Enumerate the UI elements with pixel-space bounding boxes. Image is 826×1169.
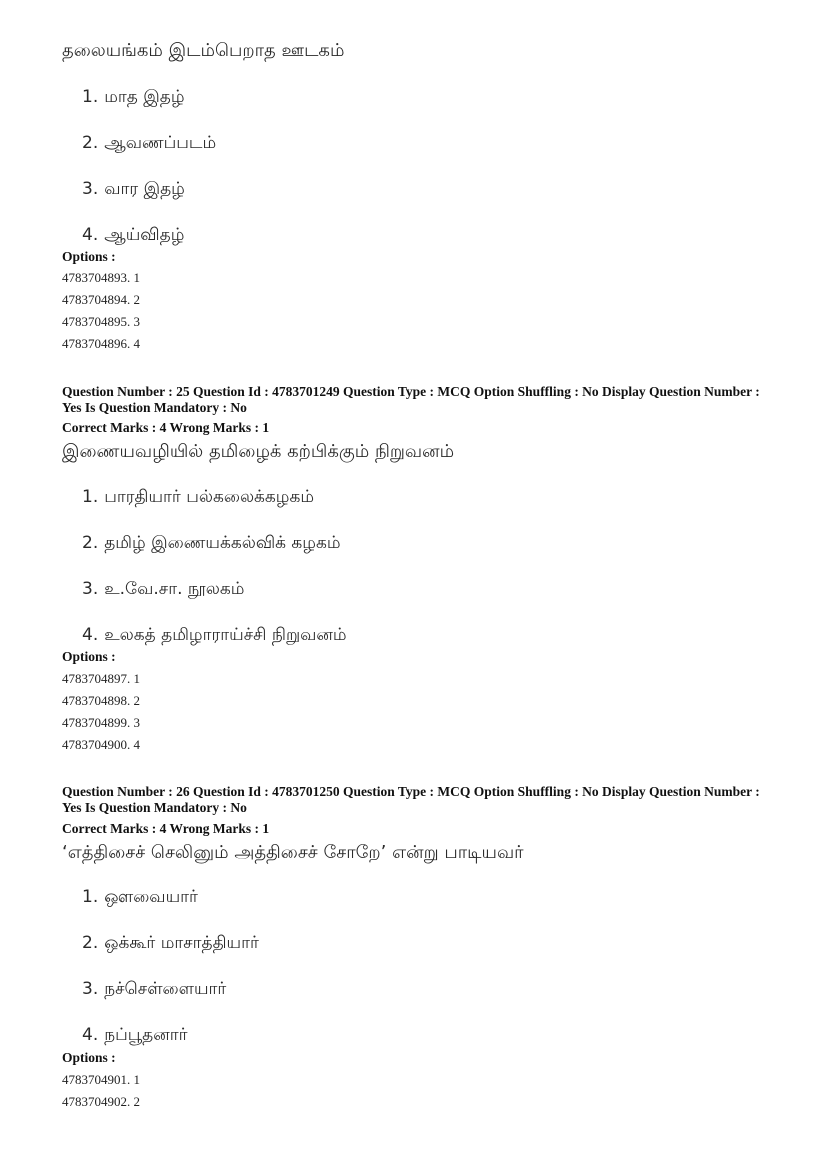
option-id: 4783704899. 3 xyxy=(62,715,140,730)
options-label: Options : xyxy=(62,649,116,664)
option-id: 4783704894. 2 xyxy=(62,292,140,307)
question-25-text: இணையவழியில் தமிழைக் கற்பிக்கும் நிறுவனம் xyxy=(62,441,455,462)
choice-number: 4. xyxy=(82,625,99,645)
option-id: 4783704900. 4 xyxy=(62,737,140,752)
choice-number: 1. xyxy=(82,487,99,507)
choice-text: ஒக்கூர் மாசாத்தியார் xyxy=(104,933,259,953)
option-id: 4783704897. 1 xyxy=(62,671,140,686)
choice-number: 1. xyxy=(82,887,99,907)
question-26-meta: Question Number : 26 Question Id : 4783701250 Question Type : MCQ Option Shuffling : No Display Question Number : Yes Is Question Mandatory : No xyxy=(62,784,760,815)
choice-number: 2. xyxy=(82,133,99,153)
choice-number: 1. xyxy=(82,87,99,107)
choice-text: ஔவையார் xyxy=(104,887,198,907)
question-26-choice-4 xyxy=(82,1025,188,1047)
choice-text: ஆய்விதழ் xyxy=(104,225,185,245)
option-id: 4783704895. 3 xyxy=(62,314,140,329)
question-25-choice-2 xyxy=(82,533,341,555)
options-label: Options : xyxy=(62,1050,116,1065)
question-24-text: தலையங்கம் இடம்பெறாத ஊடகம் xyxy=(62,40,345,61)
choice-text: வார இதழ் xyxy=(104,179,185,199)
choice-number: 4. xyxy=(82,1025,99,1045)
choice-text: தமிழ் இணையக்கல்விக் கழகம் xyxy=(104,533,341,553)
choice-text: நப்பூதனார் xyxy=(104,1025,188,1045)
question-26-marks: Correct Marks : 4 Wrong Marks : 1 xyxy=(62,821,270,836)
option-id: 4783704902. 2 xyxy=(62,1094,140,1109)
choice-number: 4. xyxy=(82,225,99,245)
option-id: 4783704898. 2 xyxy=(62,693,140,708)
question-24-choice-4 xyxy=(82,225,184,247)
question-25-meta: Question Number : 25 Question Id : 4783701249 Question Type : MCQ Option Shuffling : No Display Question Number : Yes Is Question Mandatory : No xyxy=(62,384,760,415)
question-24-choice-1 xyxy=(82,87,185,109)
question-24-choice-2 xyxy=(82,133,216,155)
choice-text: நச்செள்ளையார் xyxy=(104,979,227,999)
option-id: 4783704893. 1 xyxy=(62,270,140,285)
choice-text: உலகத் தமிழாராய்ச்சி நிறுவனம் xyxy=(104,625,347,645)
choice-text: பாரதியார் பல்கலைக்கழகம் xyxy=(104,487,315,507)
question-24-choice-3 xyxy=(82,179,185,201)
choice-number: 3. xyxy=(82,979,99,999)
question-25-choice-4 xyxy=(82,625,347,647)
question-25-choice-3 xyxy=(82,579,244,601)
question-25-choice-1 xyxy=(82,487,314,509)
option-id: 4783704901. 1 xyxy=(62,1072,140,1087)
choice-text: ஆவணப்படம் xyxy=(104,133,217,153)
choice-number: 2. xyxy=(82,533,99,553)
option-id: 4783704896. 4 xyxy=(62,336,140,351)
choice-number: 3. xyxy=(82,579,99,599)
options-label: Options : xyxy=(62,249,116,264)
question-26-choice-2 xyxy=(82,933,259,955)
question-25-marks: Correct Marks : 4 Wrong Marks : 1 xyxy=(62,420,270,435)
choice-text: உ.வே.சா. நூலகம் xyxy=(104,579,245,599)
question-26-choice-3 xyxy=(82,979,226,1001)
question-26-text: ‘எத்திசைச் செலினும் அத்திசைச் சோறே’ என்று பாடியவர் xyxy=(62,842,524,863)
choice-text: மாத இதழ் xyxy=(104,87,185,107)
choice-number: 2. xyxy=(82,933,99,953)
question-26-choice-1 xyxy=(82,887,198,909)
choice-number: 3. xyxy=(82,179,99,199)
